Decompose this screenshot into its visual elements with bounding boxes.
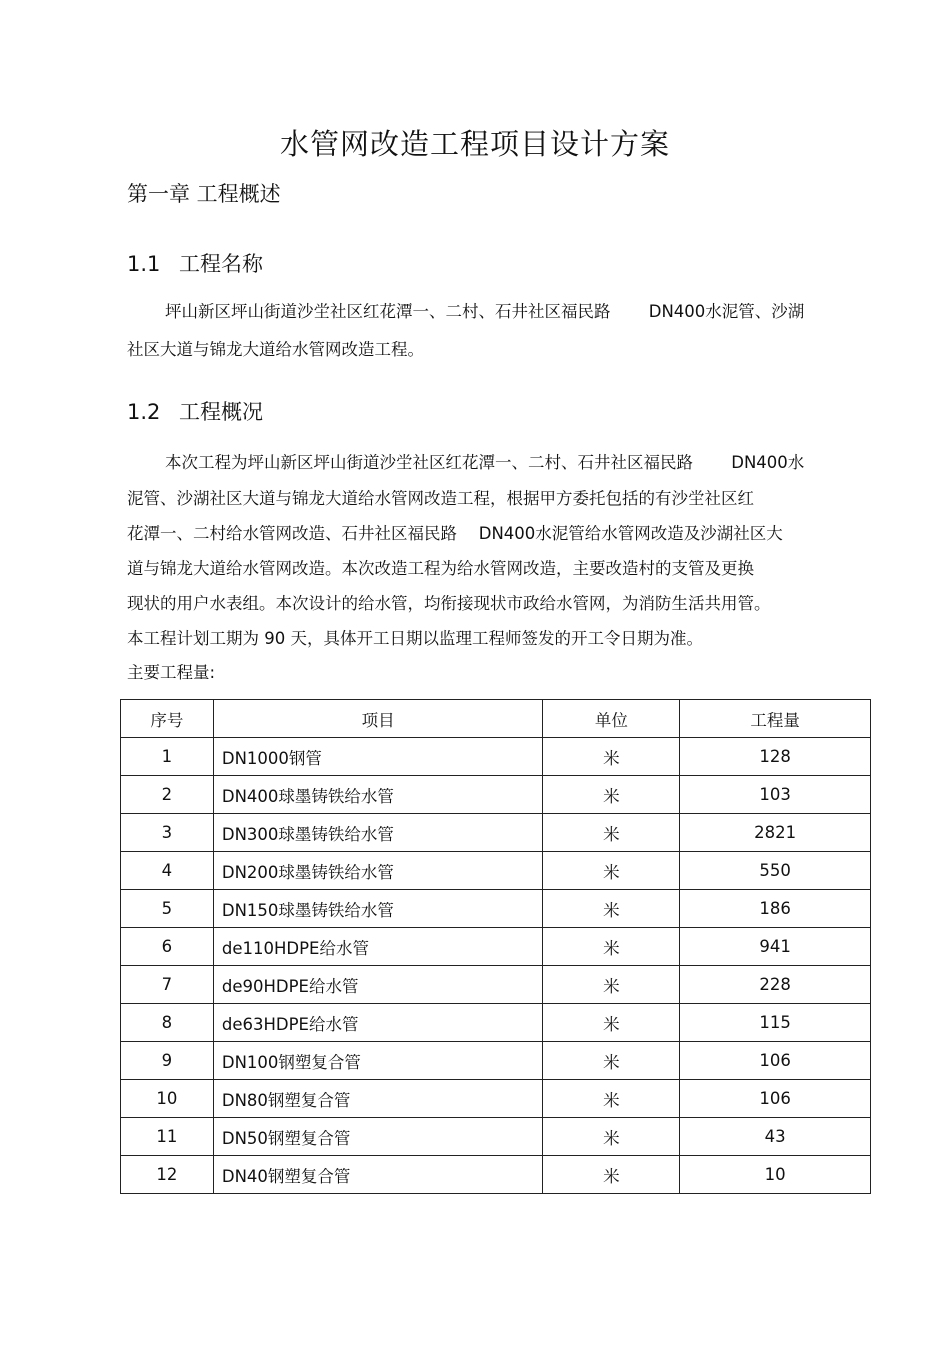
chapter-heading: 第一章 工程概述 <box>127 182 281 206</box>
quantities-table <box>120 699 871 1194</box>
row-quantity: 115 <box>680 1004 871 1042</box>
table-row <box>121 928 871 966</box>
paragraph-line: 社区大道与锦龙大道给水管网改造工程。 <box>127 340 424 359</box>
row-item: DN400球墨铸铁给水管 <box>213 776 543 814</box>
table-row <box>121 1156 871 1194</box>
row-quantity: 941 <box>680 928 871 966</box>
table-row <box>121 890 871 928</box>
table-row <box>121 776 871 814</box>
row-quantity: 186 <box>680 890 871 928</box>
table-row <box>121 738 871 776</box>
row-quantity: 43 <box>680 1118 871 1156</box>
row-unit: 米 <box>543 814 680 852</box>
row-quantity: 228 <box>680 966 871 1004</box>
row-index: 10 <box>121 1080 214 1118</box>
row-index: 5 <box>121 890 214 928</box>
table-row <box>121 1118 871 1156</box>
table-header-row <box>121 700 871 738</box>
section-title: 工程概况 <box>179 400 263 424</box>
paragraph-line: 坪山新区坪山街道沙坣社区红花潭一、二村、石井社区福民路 DN400水泥管、沙湖 <box>165 302 805 321</box>
row-index: 8 <box>121 1004 214 1042</box>
paragraph-line: 泥管、沙湖社区大道与锦龙大道给水管网改造工程，根据甲方委托包括的有沙坣社区红 <box>127 489 754 508</box>
column-header-item: 项目 <box>213 700 543 738</box>
row-index: 12 <box>121 1156 214 1194</box>
section-number: 1.2 <box>127 400 161 424</box>
section-1-1-heading <box>127 248 263 278</box>
quantities-label: 主要工程量: <box>127 663 216 682</box>
row-item: DN200球墨铸铁给水管 <box>213 852 543 890</box>
section-1-2-heading <box>127 396 263 426</box>
column-header-unit: 单位 <box>543 700 680 738</box>
paragraph-line: 本工程计划工期为 90 天，具体开工日期以监理工程师签发的开工令日期为准。 <box>127 629 703 648</box>
row-quantity: 2821 <box>680 814 871 852</box>
table-row <box>121 1004 871 1042</box>
row-unit: 米 <box>543 1118 680 1156</box>
column-header-quantity: 工程量 <box>680 700 871 738</box>
row-unit: 米 <box>543 966 680 1004</box>
row-item: de63HDPE给水管 <box>213 1004 543 1042</box>
row-unit: 米 <box>543 776 680 814</box>
row-item: DN150球墨铸铁给水管 <box>213 890 543 928</box>
row-item: DN1000钢管 <box>213 738 543 776</box>
row-item: DN50钢塑复合管 <box>213 1118 543 1156</box>
row-item: DN300球墨铸铁给水管 <box>213 814 543 852</box>
column-header-index: 序号 <box>121 700 214 738</box>
table-row <box>121 966 871 1004</box>
row-quantity: 106 <box>680 1080 871 1118</box>
row-unit: 米 <box>543 1042 680 1080</box>
document-title: 水管网改造工程项目设计方案 <box>279 127 670 161</box>
paragraph-line: 本次工程为坪山新区坪山街道沙坣社区红花潭一、二村、石井社区福民路 DN400水 <box>165 453 805 472</box>
row-quantity: 550 <box>680 852 871 890</box>
row-quantity: 103 <box>680 776 871 814</box>
row-item: DN40钢塑复合管 <box>213 1156 543 1194</box>
row-unit: 米 <box>543 1080 680 1118</box>
row-index: 2 <box>121 776 214 814</box>
row-index: 11 <box>121 1118 214 1156</box>
row-index: 3 <box>121 814 214 852</box>
row-item: de90HDPE给水管 <box>213 966 543 1004</box>
table-row <box>121 814 871 852</box>
row-quantity: 10 <box>680 1156 871 1194</box>
row-unit: 米 <box>543 1004 680 1042</box>
section-number: 1.1 <box>127 252 161 276</box>
row-item: DN80钢塑复合管 <box>213 1080 543 1118</box>
row-item: de110HDPE给水管 <box>213 928 543 966</box>
table-row <box>121 1042 871 1080</box>
row-index: 4 <box>121 852 214 890</box>
row-unit: 米 <box>543 852 680 890</box>
paragraph-line: 现状的用户水表组。本次设计的给水管，均衔接现状市政给水管网，为消防生活共用管。 <box>127 594 771 613</box>
section-title: 工程名称 <box>179 252 263 276</box>
paragraph-line: 花潭一、二村给水管网改造、石井社区福民路 DN400水泥管给水管网改造及沙湖社区大 <box>127 524 783 543</box>
row-quantity: 128 <box>680 738 871 776</box>
row-unit: 米 <box>543 738 680 776</box>
row-quantity: 106 <box>680 1042 871 1080</box>
row-index: 7 <box>121 966 214 1004</box>
row-index: 9 <box>121 1042 214 1080</box>
table-row <box>121 1080 871 1118</box>
row-unit: 米 <box>543 928 680 966</box>
paragraph-line: 道与锦龙大道给水管网改造。本次改造工程为给水管网改造，主要改造村的支管及更换 <box>127 559 754 578</box>
row-index: 1 <box>121 738 214 776</box>
row-item: DN100钢塑复合管 <box>213 1042 543 1080</box>
row-unit: 米 <box>543 890 680 928</box>
table-row <box>121 852 871 890</box>
row-unit: 米 <box>543 1156 680 1194</box>
row-index: 6 <box>121 928 214 966</box>
